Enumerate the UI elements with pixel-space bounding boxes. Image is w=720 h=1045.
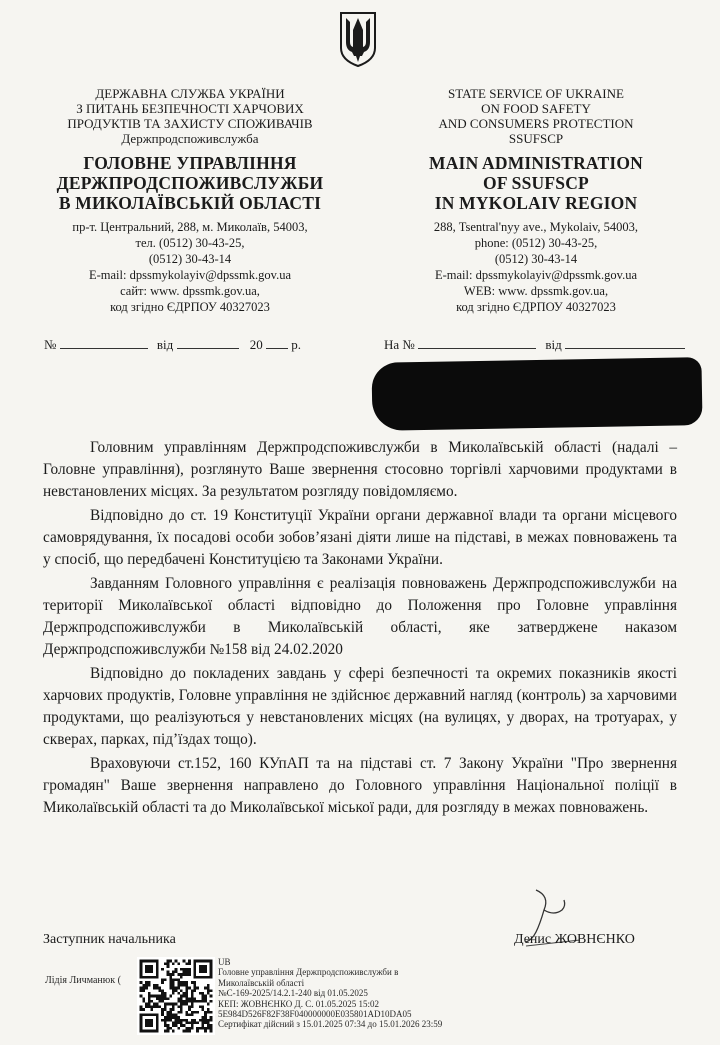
agency-line-1: ДЕРЖАВНА СЛУЖБА УКРАЇНИ bbox=[95, 86, 285, 101]
paragraph-1: Головним управлінням Держпродспоживслужби в Миколаївській області (надалі – Головне управління), розглянуто Ваше звернення стосовно торгівлі харчовими продуктами в невстановлених місцях. За результатом розгляду повідомляємо. bbox=[43, 439, 677, 500]
incoming-number-line bbox=[384, 336, 685, 353]
signer-name: Денис ЖОВНЄНКО bbox=[514, 932, 635, 947]
agency-line-1-en: STATE SERVICE OF UKRAINE bbox=[448, 86, 624, 101]
stamp-line: КЕП: ЖОВНЄНКО Д. С. 01.05.2025 15:02 bbox=[218, 998, 379, 1009]
digital-signature-stamp bbox=[218, 957, 442, 1030]
trident-coat-of-arms-icon bbox=[338, 10, 378, 68]
signer-title: Заступник начальника bbox=[43, 932, 176, 947]
office-title-3: В МИКОЛАЇВСЬКІЙ ОБЛАСТІ bbox=[58, 193, 322, 213]
year-suffix: р. bbox=[291, 337, 302, 352]
number-sign: № bbox=[44, 337, 57, 352]
phone-2: (0512) 30-43-14 bbox=[148, 252, 232, 266]
stamp-line: UB bbox=[218, 957, 231, 967]
agency-line-4: Держпродспоживслужба bbox=[121, 131, 259, 146]
qr-code bbox=[137, 957, 215, 1035]
stamp-line: Головне управління Держпродспоживслужби в bbox=[218, 967, 399, 978]
office-title-3-en: IN MYKOLAIV REGION bbox=[434, 193, 638, 213]
paragraph-3: Завданням Головного управління є реалізація повноважень Держпродспоживслужби на території Миколаївської області відповідно до Положення про Головне управління Держпродспоживслужби в Миколаївській області, яке затверджене наказом Держпродспоживслужби №158 від 24.02.2020 bbox=[43, 575, 677, 658]
agency-line-4-en: SSUFSCP bbox=[508, 131, 564, 146]
stamp-line: Миколаївській області bbox=[218, 977, 305, 988]
edrpou-code: код згідно ЄДРПОУ 40327023 bbox=[110, 300, 270, 314]
phone-2-en: (0512) 30-43-14 bbox=[494, 252, 578, 266]
phone-1: тел. (0512) 30-43-25, bbox=[135, 236, 245, 250]
year-prefix: 20 bbox=[249, 337, 263, 352]
agency-line-3: ПРОДУКТІВ ТА ЗАХИСТУ СПОЖИВАЧІВ bbox=[67, 116, 313, 131]
office-title-2: ДЕРЖПРОДСПОЖИВСЛУЖБИ bbox=[56, 173, 324, 193]
agency-line-2-en: ON FOOD SAFETY bbox=[481, 101, 591, 116]
header-ukrainian bbox=[20, 86, 360, 315]
reply-date-label: від bbox=[545, 337, 562, 352]
website-en: WEB: www. dpssmk.gov.ua, bbox=[463, 284, 609, 298]
phone-1-en: phone: (0512) 30-43-25, bbox=[474, 236, 598, 250]
agency-line-3-en: AND CONSUMERS PROTECTION bbox=[438, 116, 634, 131]
email: E-mail: dpssmykolayiv@dpssmk.gov.ua bbox=[88, 268, 291, 282]
paragraph-4: Відповідно до покладених завдань у сфері безпечності та окремих показників якості харчових продуктів, Головне управління не здійснює державний нагляд (контроль) за харчовими продуктами, що реалізуються у невстановлених місцях (на вулицях, у дворах, на тротуарах, у скверах, парках, під’їздах тощо). bbox=[43, 665, 677, 748]
letter-body bbox=[43, 437, 677, 821]
agency-line-2: З ПИТАНЬ БЕЗПЕЧНОСТІ ХАРЧОВИХ bbox=[76, 101, 304, 116]
date-label: від bbox=[156, 337, 174, 352]
office-title-2-en: OF SSUFSCP bbox=[483, 173, 589, 193]
redacted-recipient bbox=[371, 357, 702, 431]
address: пр-т. Центральний, 288, м. Миколаїв, 54003, bbox=[72, 220, 308, 234]
email-en: E-mail: dpssmykolayiv@dpssmk.gov.ua bbox=[434, 268, 637, 282]
reply-number-label: На № bbox=[384, 337, 415, 352]
stamp-line: 5E984D526F82F38F040000000E035801AD10DA05 bbox=[218, 1009, 412, 1020]
outgoing-number-line bbox=[44, 336, 301, 353]
office-title-1: ГОЛОВНЕ УПРАВЛІННЯ bbox=[83, 153, 297, 173]
website: сайт: www. dpssmk.gov.ua, bbox=[120, 284, 260, 298]
paragraph-2: Відповідно до ст. 19 Конституції України органи державної влади та органи місцевого самоврядування, їх посадові особи зобов’язані діяти лише на підставі, в межах повноважень та у спосіб, що передбачені Конституцією та Законами України. bbox=[43, 507, 677, 568]
paragraph-5: Враховуючи ст.152, 160 КУпАП та на підставі ст. 7 Закону України "Про звернення громадян" Ваше звернення направлено до Головного управління Національної поліції в Миколаївській області та до Миколаївської міської ради, для розгляду в межах повноважень. bbox=[43, 755, 677, 816]
edrpou-code-en: код згідно ЄДРПОУ 40327023 bbox=[456, 300, 616, 314]
executor-name: Лідія Личманюк ( bbox=[45, 975, 121, 986]
stamp-line: №С-169-2025/14.2.1-240 від 01.05.2025 bbox=[218, 988, 368, 999]
header-english bbox=[378, 86, 694, 315]
address-en: 288, Tsentral'nyy ave., Mykolaiv, 54003, bbox=[433, 220, 639, 234]
office-title-1-en: MAIN ADMINISTRATION bbox=[429, 153, 643, 173]
stamp-line: Сертифікат дійсний з 15.01.2025 07:34 до 15.01.2026 23:59 bbox=[218, 1019, 443, 1030]
